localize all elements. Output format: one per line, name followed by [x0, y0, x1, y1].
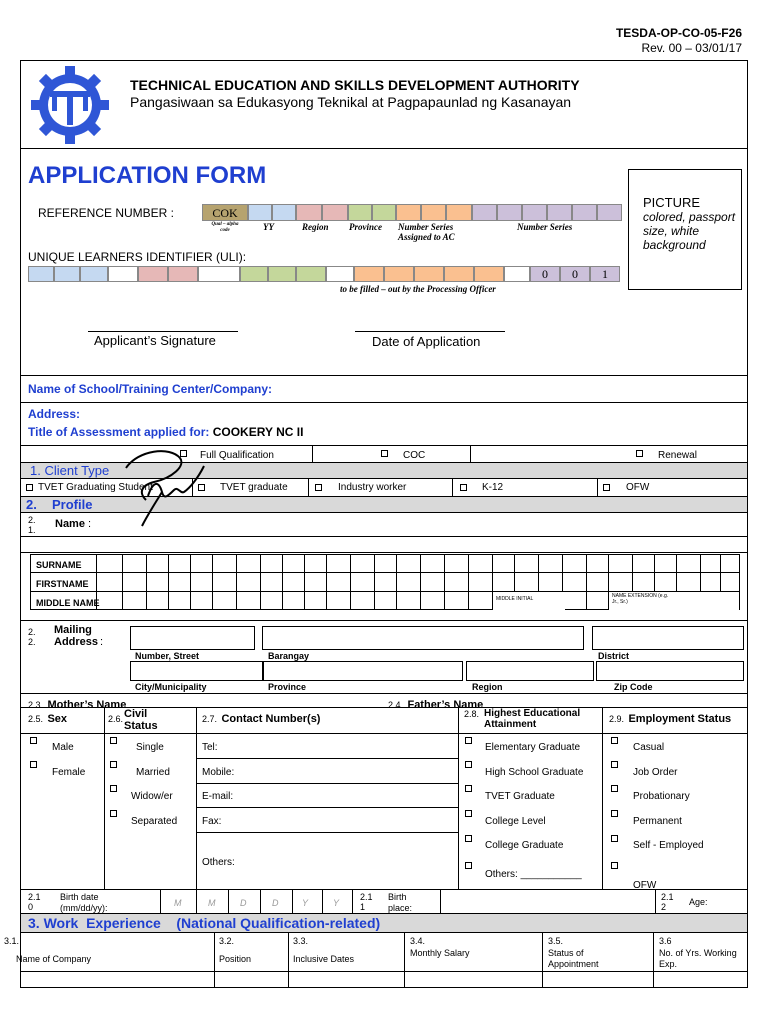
- elementary-label: Elementary Graduate: [485, 742, 581, 753]
- name-grid-divider: [212, 554, 213, 610]
- ofw-emp-label: OFW: [633, 880, 657, 891]
- name-grid-divider: [122, 554, 123, 610]
- ref-sub-region: Region: [302, 222, 329, 232]
- uli-cell[interactable]: [414, 266, 444, 282]
- name-grid-divider: [260, 554, 261, 610]
- female-checkbox[interactable]: [30, 761, 37, 768]
- uli-cell[interactable]: [138, 266, 168, 282]
- ref-cell[interactable]: [497, 204, 522, 221]
- separated-checkbox[interactable]: [110, 810, 117, 817]
- ref-cell[interactable]: [572, 204, 597, 221]
- married-checkbox[interactable]: [110, 761, 117, 768]
- work-col-num: 3.4.: [410, 936, 426, 946]
- uli-cell[interactable]: [504, 266, 530, 282]
- barangay-label: Barangay: [268, 651, 310, 661]
- work-col-label: Monthly Salary: [410, 948, 470, 958]
- work-col-label: Inclusive Dates: [293, 954, 355, 964]
- tvet-graduate-label: TVET graduate: [220, 482, 288, 493]
- work-heading: 3. Work Experience (National Qualification-related): [28, 915, 381, 931]
- ref-cell[interactable]: [296, 204, 322, 221]
- probationary-checkbox[interactable]: [611, 785, 618, 792]
- work-col-label: Position: [219, 954, 252, 964]
- civil-header-num-wrap: [108, 709, 123, 727]
- emp-header: [609, 709, 731, 727]
- mother-label: Mother’s Name: [47, 699, 127, 711]
- others-contact-label: Others:: [202, 857, 235, 868]
- mailing-label: Mailing Address: [54, 624, 99, 648]
- age-label: Age:: [689, 897, 708, 907]
- permanent-checkbox[interactable]: [611, 810, 618, 817]
- zip-label: Zip Code: [614, 682, 653, 692]
- doc-code: TESDA-OP-CO-05-F26: [615, 26, 742, 40]
- renewal-checkbox[interactable]: [636, 450, 643, 457]
- full-qualification-label: Full Qualification: [200, 450, 274, 461]
- self-employed-label: Self - Employed: [633, 840, 704, 851]
- uli-cell[interactable]: [28, 266, 54, 282]
- name-label: Name: [55, 518, 85, 530]
- mobile-label: Mobile:: [202, 767, 235, 778]
- father-label: Father’s Name: [407, 699, 484, 711]
- father-num: 2.4.: [388, 700, 404, 710]
- form-title: APPLICATION FORM: [28, 162, 267, 189]
- tesda-logo-icon: [28, 63, 112, 147]
- mother-num: 2.3.: [28, 700, 44, 710]
- uli-cell[interactable]: [168, 266, 198, 282]
- mailing-colon: :: [100, 636, 104, 648]
- ofw-emp-checkbox[interactable]: [611, 862, 618, 869]
- name-grid-divider: [468, 554, 469, 610]
- widow-label: Widow/er: [131, 791, 173, 802]
- male-checkbox[interactable]: [30, 737, 37, 744]
- birthdate-label: Birth date (mm/dd/yy):: [60, 892, 108, 913]
- name-grid-divider: [586, 554, 587, 610]
- high-school-checkbox[interactable]: [465, 761, 472, 768]
- district-input[interactable]: [592, 626, 744, 650]
- uli-cell[interactable]: [384, 266, 414, 282]
- permanent-label: Permanent: [633, 816, 682, 827]
- single-label: Single: [136, 742, 164, 753]
- job-order-checkbox[interactable]: [611, 761, 618, 768]
- ref-cell[interactable]: [421, 204, 446, 221]
- ref-sub-qual: Qual – alpha code: [211, 222, 239, 233]
- uli-cell[interactable]: [474, 266, 504, 282]
- edu-label: Highest Educational Attainment: [484, 708, 581, 730]
- married-label: Married: [136, 767, 170, 778]
- name-grid-divider: [444, 554, 445, 610]
- city-input[interactable]: [130, 661, 263, 681]
- name-colon: :: [88, 518, 92, 530]
- name-grid-divider: [168, 554, 169, 610]
- birthplace-num: 2.1 1: [360, 892, 373, 912]
- ref-cell[interactable]: [322, 204, 348, 221]
- ref-cell[interactable]: [372, 204, 396, 221]
- contact-num: 2.7.: [202, 714, 218, 724]
- tvet-graduating-label: TVET Graduating Student: [38, 482, 153, 493]
- casual-checkbox[interactable]: [611, 737, 618, 744]
- industry-worker-label: Industry worker: [338, 482, 407, 493]
- name-grid-divider: [374, 554, 375, 610]
- age-num: 2.1 2: [661, 892, 674, 912]
- ref-sub-province: Province: [349, 222, 382, 232]
- widow-checkbox[interactable]: [110, 785, 117, 792]
- k12-label: K-12: [482, 482, 504, 493]
- female-label: Female: [52, 767, 86, 778]
- mailing-num: 2. 2.: [28, 627, 36, 647]
- contact-header: [202, 709, 320, 727]
- street-input[interactable]: [130, 626, 255, 650]
- agency-name: TECHNICAL EDUCATION AND SKILLS DEVELOPMENT AUTHORITY: [130, 77, 580, 93]
- uli-digit: 0: [560, 266, 590, 282]
- name-grid-divider: [236, 554, 237, 610]
- middle-initial-label: MIDDLE INITIAL: [496, 596, 534, 602]
- high-school-label: High School Graduate: [485, 767, 584, 778]
- date-letter: D: [272, 898, 279, 908]
- sex-num: 2.5.: [28, 714, 44, 724]
- province-label: Province: [268, 682, 307, 692]
- ref-cell[interactable]: [472, 204, 497, 221]
- uli-cell[interactable]: [326, 266, 354, 282]
- ref-cell[interactable]: [522, 204, 547, 221]
- middle-name-label: MIDDLE NAME: [36, 598, 100, 608]
- uli-cell[interactable]: [354, 266, 384, 282]
- separated-label: Separated: [131, 816, 178, 827]
- region-label: Region: [472, 682, 503, 692]
- emp-label: Employment Status: [628, 713, 732, 725]
- tel-label: Tel:: [202, 742, 218, 753]
- edu-num: 2.8.: [464, 709, 480, 719]
- uli-cell[interactable]: [108, 266, 138, 282]
- college-level-checkbox[interactable]: [465, 810, 472, 817]
- signature-label: Applicant’s Signature: [94, 333, 216, 348]
- uli-cell[interactable]: [444, 266, 474, 282]
- ofw-label: OFW: [626, 482, 650, 493]
- address-label: Address:: [28, 407, 81, 421]
- others-edu-label: Others: ___________: [485, 869, 582, 880]
- college-graduate-label: College Graduate: [485, 840, 564, 851]
- picture-desc: colored, passport size, white background: [643, 210, 736, 252]
- name-grid-divider: [326, 554, 327, 610]
- fax-label: Fax:: [202, 816, 222, 827]
- client-type-heading: 1. Client Type: [30, 463, 110, 478]
- uli-label: UNIQUE LEARNERS IDENTIFIER (ULI):: [28, 250, 247, 264]
- contact-label: Contact Number(s): [221, 713, 321, 725]
- single-checkbox[interactable]: [110, 737, 117, 744]
- coc-checkbox[interactable]: [381, 450, 388, 457]
- reference-prefix: COK: [202, 204, 248, 221]
- ref-cell[interactable]: [248, 204, 272, 221]
- uli-cell[interactable]: [54, 266, 80, 282]
- civil-num: 2.6.: [108, 714, 124, 724]
- date-letter: Y: [333, 898, 340, 908]
- self-employed-checkbox[interactable]: [611, 835, 618, 842]
- college-level-label: College Level: [485, 816, 546, 827]
- email-label: E-mail:: [202, 791, 234, 802]
- male-label: Male: [52, 742, 74, 753]
- college-graduate-checkbox[interactable]: [465, 835, 472, 842]
- ref-sub-number-series-ac: Number Series Assigned to AC: [398, 222, 455, 242]
- name-grid-divider: [304, 554, 305, 610]
- ref-cell[interactable]: [272, 204, 296, 221]
- street-label: Number, Street: [135, 651, 200, 661]
- probationary-label: Probationary: [633, 791, 690, 802]
- birthdate-num: 2.1 0: [28, 892, 41, 912]
- elementary-checkbox[interactable]: [465, 737, 472, 744]
- ofw-checkbox[interactable]: [603, 484, 610, 491]
- others-edu-checkbox[interactable]: [465, 862, 472, 869]
- ref-cell[interactable]: [348, 204, 372, 221]
- name-grid-divider: [420, 554, 421, 610]
- name-grid-divider: [190, 554, 191, 610]
- school-label: Name of School/Training Center/Company:: [28, 382, 273, 396]
- assessment-row: [28, 425, 303, 439]
- casual-label: Casual: [633, 742, 665, 753]
- work-col-label: Name of Company: [16, 954, 92, 964]
- firstname-label: FIRSTNAME: [36, 579, 89, 589]
- work-col-label: Status of Appointment: [548, 948, 599, 969]
- emp-num: 2.9.: [609, 714, 625, 724]
- assessment-label: Title of Assessment applied for:: [28, 425, 210, 439]
- k12-checkbox[interactable]: [460, 484, 467, 491]
- sex-header: [28, 709, 67, 727]
- city-label: City/Municipality: [135, 682, 207, 692]
- sex-label: Sex: [47, 713, 68, 725]
- name-grid-divider: [96, 554, 97, 610]
- name-grid-divider: [146, 554, 147, 610]
- doc-rev: Rev. 00 – 03/01/17: [641, 41, 742, 55]
- processing-note: to be filled – out by the Processing Officer: [340, 284, 496, 294]
- reference-number-label: REFERENCE NUMBER :: [38, 206, 175, 220]
- date-of-application-label: Date of Application: [372, 334, 481, 349]
- profile-heading: Profile: [52, 497, 93, 512]
- tvet-graduating-checkbox[interactable]: [26, 484, 33, 491]
- ref-sub-yy: YY: [263, 222, 274, 232]
- name-num: 2. 1.: [28, 515, 36, 535]
- picture-title: PICTURE: [643, 195, 701, 210]
- uli-cell[interactable]: [296, 266, 326, 282]
- uli-cell[interactable]: [240, 266, 268, 282]
- province-input[interactable]: [263, 661, 463, 681]
- district-label: District: [598, 651, 630, 661]
- tvet-graduate-edu-label: TVET Graduate: [485, 791, 555, 802]
- uli-cell[interactable]: [80, 266, 108, 282]
- uli-digit: 0: [530, 266, 560, 282]
- ref-cell[interactable]: [547, 204, 572, 221]
- industry-worker-checkbox[interactable]: [315, 484, 322, 491]
- ref-cell[interactable]: [396, 204, 421, 221]
- region-input[interactable]: [466, 661, 594, 681]
- name-grid-divider: [396, 554, 397, 610]
- assessment-value: COOKERY NC II: [212, 425, 304, 439]
- profile-heading-num: 2.: [26, 497, 37, 512]
- date-letter: M: [208, 898, 216, 908]
- work-col-num: 3.2.: [219, 936, 235, 946]
- name-grid-divider: [282, 554, 283, 610]
- work-col-num: 3.6: [659, 936, 672, 946]
- date-letter: D: [240, 898, 247, 908]
- work-col-label: No. of Yrs. Working Exp.: [659, 948, 737, 969]
- ref-cell[interactable]: [446, 204, 472, 221]
- ref-sub-number-series: Number Series: [517, 222, 573, 232]
- date-letter: Y: [302, 898, 309, 908]
- work-col-num: 3.5.: [548, 936, 564, 946]
- renewal-label: Renewal: [658, 450, 697, 461]
- surname-label: SURNAME: [36, 560, 82, 570]
- name-extension-label: NAME EXTENSION (e.g. Jr., Sr.): [612, 593, 669, 605]
- ref-cell[interactable]: [597, 204, 622, 221]
- work-col-num: 3.1.: [4, 936, 20, 946]
- job-order-label: Job Order: [633, 767, 678, 778]
- tvet-graduate-edu-checkbox[interactable]: [465, 785, 472, 792]
- zip-input[interactable]: [596, 661, 744, 681]
- work-col-num: 3.3.: [293, 936, 309, 946]
- signature-scribble: [108, 438, 218, 530]
- barangay-input[interactable]: [262, 626, 584, 650]
- uli-cell[interactable]: [268, 266, 296, 282]
- civil-label: Civil Status: [124, 708, 158, 732]
- uli-digit: 1: [590, 266, 620, 282]
- uli-cell[interactable]: [198, 266, 240, 282]
- coc-label: COC: [403, 450, 426, 461]
- agency-name-filipino: Pangasiwaan sa Edukasyong Teknikal at Pagpapaunlad ng Kasanayan: [130, 94, 572, 110]
- date-letter: M: [174, 898, 182, 908]
- name-grid-divider: [350, 554, 351, 610]
- birthplace-label: Birth place:: [388, 892, 413, 913]
